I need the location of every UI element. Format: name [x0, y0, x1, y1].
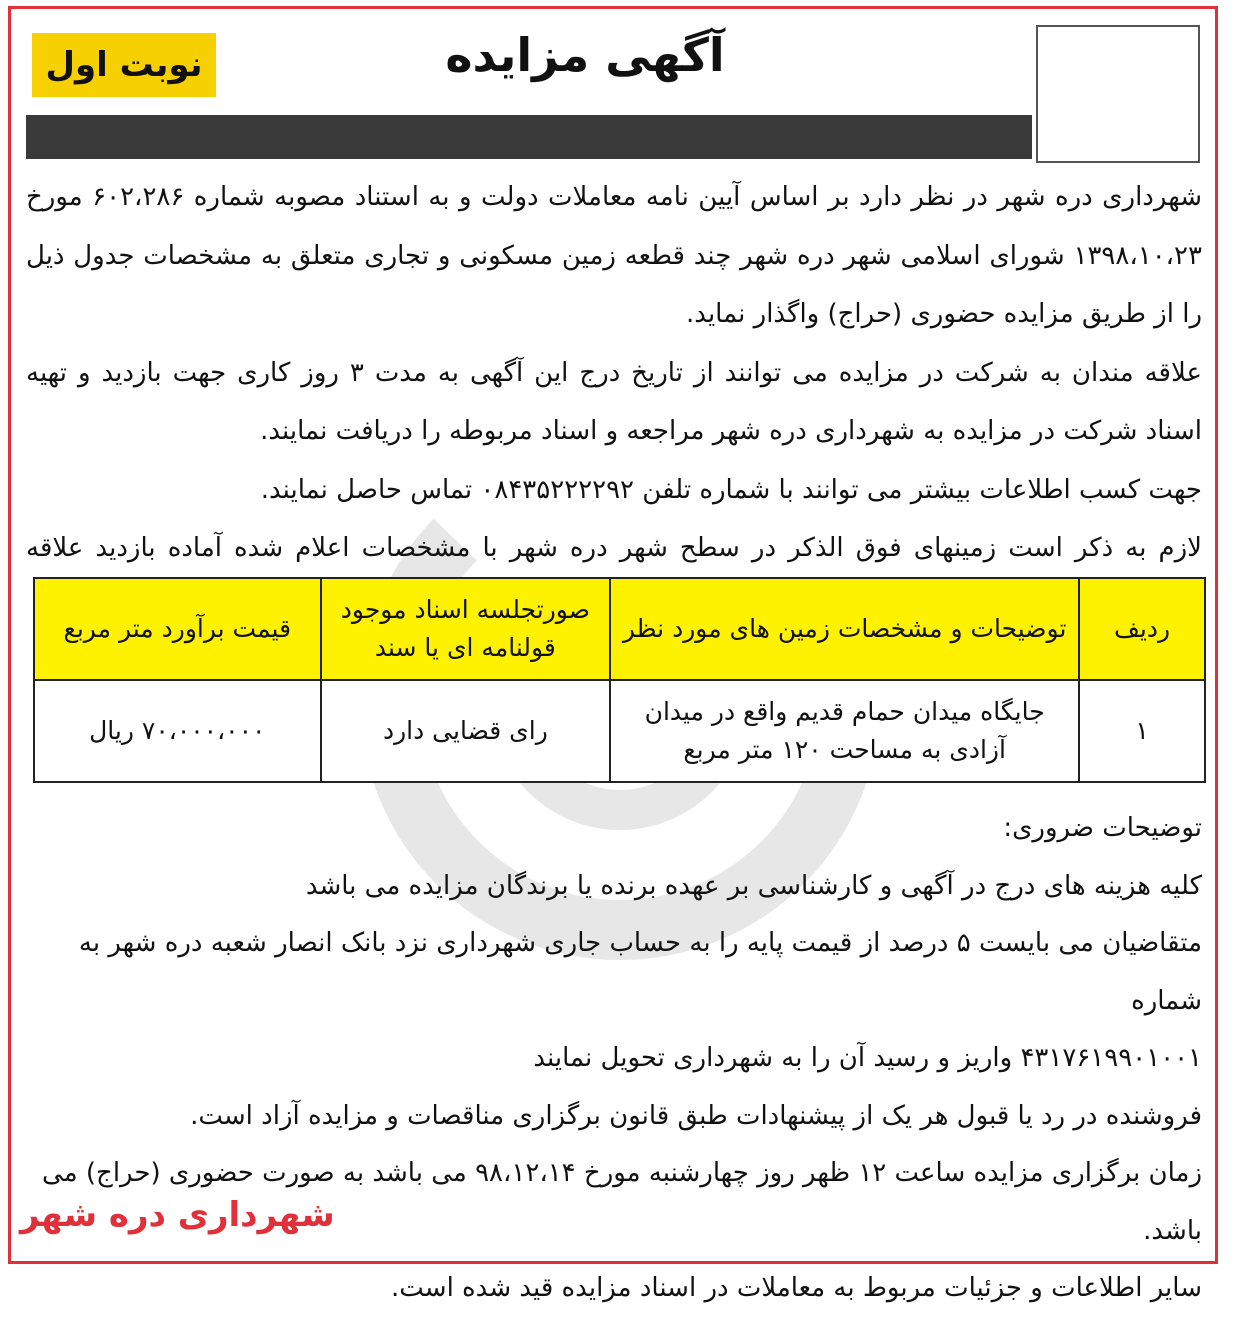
- cell-description-line: جایگاه میدان حمام قدیم واقع در میدان: [644, 697, 1045, 726]
- header-documents: [321, 578, 611, 680]
- cell-row-no: ۱: [1079, 680, 1205, 782]
- round-badge: نوبت اول: [32, 33, 216, 97]
- intro-paragraph: شهرداری دره شهر در نظر دارد بر اساس آیین نامه معاملات دولت و به استناد مصوبه شماره ۶۰۲،۲۸۶ مورخ ۱۳۹۸،۱۰،۲۳ شورای اسلامی شهر دره شهر چند قطعه زمین مسکونی و تجاری متعلق به مشخصات جدول ذیل را از طریق مزایده حضوری (حراج) واگذار نماید.: [26, 182, 1202, 329]
- note-item: کلیه هزینه های درج در آگهی و کارشناسی بر عهده برنده یا برندگان مزایده می باشد: [305, 870, 1202, 901]
- intro-paragraph: علاقه مندان به شرکت در مزایده می توانند از تاریخ درج این آگهی به مدت ۳ روز کاری جهت بازدید و تهیه اسناد شرکت در مزایده به شهرداری دره شهر مراجعه و اسناد مربوطه را دریافت نمایند.: [26, 357, 1202, 446]
- cell-documents: رای قضایی دارد: [321, 680, 611, 782]
- header-documents-line: صورتجلسه اسناد موجود: [340, 595, 590, 624]
- cell-price: ۷۰،۰۰۰،۰۰۰ ریال: [34, 680, 321, 782]
- page-title: آگهی مزایده: [445, 28, 725, 82]
- land-table: [33, 577, 1206, 783]
- header-documents-line: قولنامه ای یا سند: [374, 633, 556, 662]
- intro-text: [26, 168, 1202, 636]
- note-item: ۴۳۱۷۶۱۹۹۰۱۰۰۱ واریز و رسید آن را به شهرداری تحویل نمایند: [533, 1043, 1202, 1073]
- note-item: متقاضیان می بایست ۵ درصد از قیمت پایه را به حساب جاری شهرداری نزد بانک انصار شعبه دره شهر به شماره: [78, 928, 1202, 1016]
- note-item: زمان برگزاری مزایده ساعت ۱۲ ظهر روز چهارشنبه مورخ ۹۸،۱۲،۱۴ می باشد به صورت حضوری (حراج) می باشد.: [42, 1158, 1202, 1246]
- intro-paragraph: جهت کسب اطلاعات بیشتر می توانند با شماره تلفن ۰۸۴۳۵۲۲۲۲۹۲ تماس حاصل نمایند.: [260, 474, 1202, 505]
- cell-description-line: آزادی به مساحت ۱۲۰ متر مربع: [683, 735, 1006, 764]
- header-price: قیمت برآورد متر مربع: [34, 578, 321, 680]
- note-item: فروشنده در رد یا قبول هر یک از پیشنهادات طبق قانون برگزاری مناقصات و مزایده آزاد است.: [190, 1100, 1202, 1131]
- table-header-row: [34, 578, 1205, 680]
- note-item: سایر اطلاعات و جزئیات مربوط به معاملات در اسناد مزایده قید شده است.: [390, 1273, 1202, 1303]
- notes-section: [26, 800, 1202, 1318]
- header-row-no: ردیف: [1079, 578, 1205, 680]
- cell-description: [610, 680, 1079, 782]
- header-description: توضیحات و مشخصات زمین های مورد نظر: [610, 578, 1079, 680]
- intro-paragraph: لازم به ذکر است زمینهای فوق الذکر در سطح شهر دره شهر با مشخصات اعلام شده آماده بازدید علاقه: [26, 533, 1202, 563]
- header-divider-bar: [26, 115, 1032, 159]
- table-row: [34, 680, 1205, 782]
- signature: شهرداری دره شهر: [20, 1195, 335, 1235]
- notes-heading: توضیحات ضروری:: [1003, 813, 1202, 843]
- logo-placeholder: [1036, 25, 1200, 163]
